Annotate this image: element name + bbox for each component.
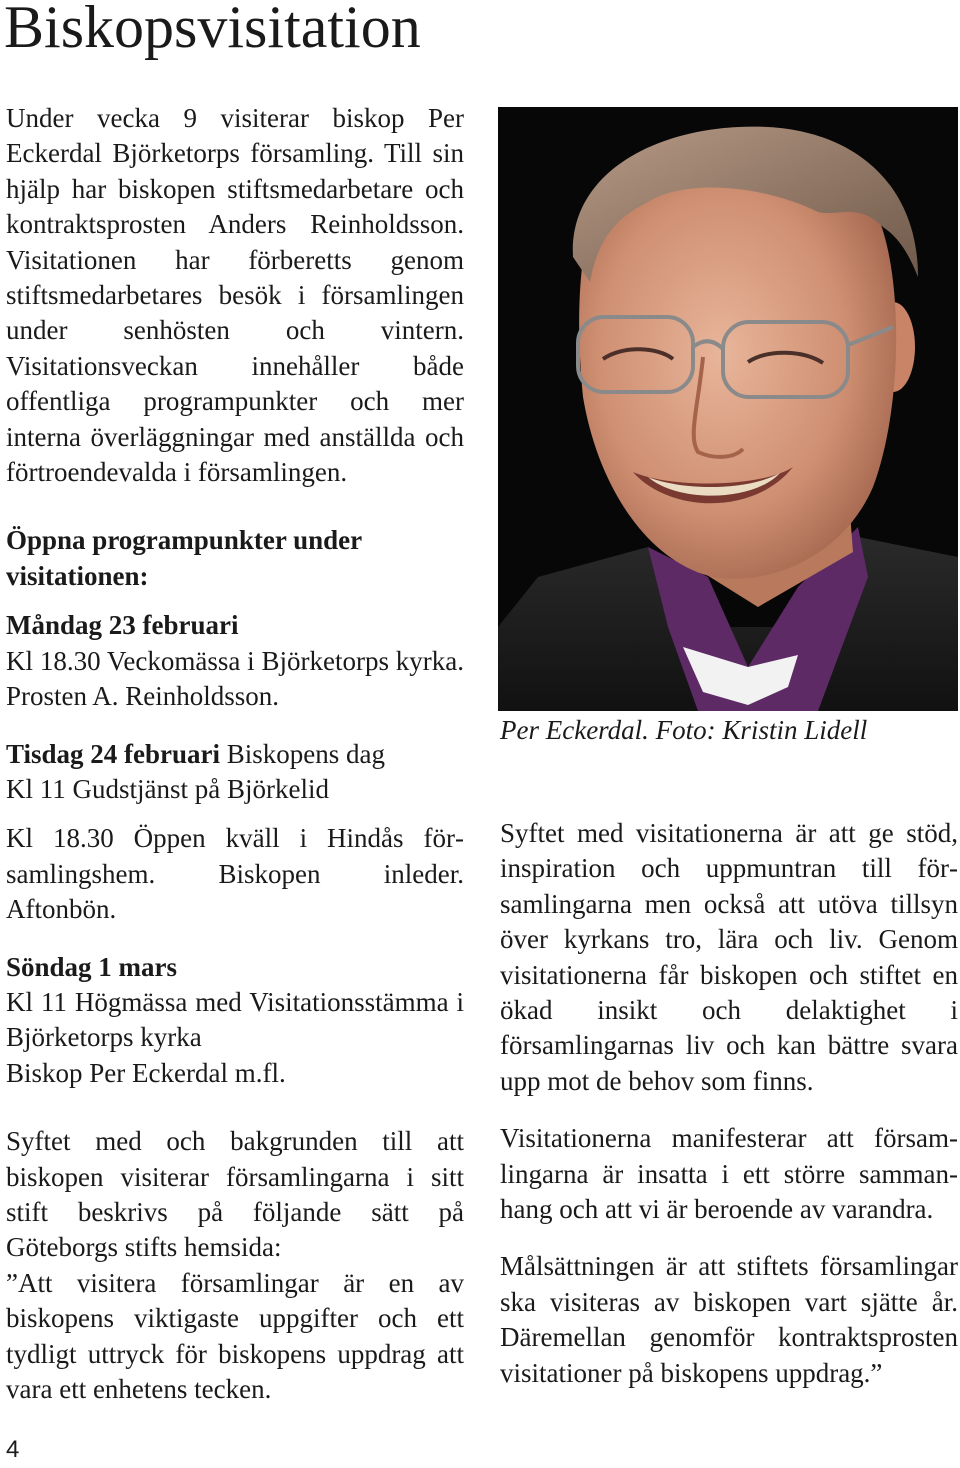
sunday-heading: Söndag 1 mars (6, 951, 178, 982)
right-paragraph-2: Visitationerna manifesterar att församlingarna är insatta i ett större sammanhang och att vi är beroende av varandra. (500, 1123, 958, 1225)
bishop-portrait-photo (498, 107, 958, 711)
left-column (6, 101, 464, 1407)
photo-caption: Per Eckerdal. Foto: Kristin Lidell (500, 715, 868, 745)
monday-text: Kl 18.30 Veckomässa i Björketorps kyrka. Prosten A. Reinholdsson. (6, 645, 464, 712)
intro-paragraph: Under vecka 9 visiterar biskop Per Eckerdal Björketorps församling. Till sin hjälp har biskopen stiftsmedarbetare och kontraktsprosten Anders Reinholdsson. Visitationen har förberetts genom stiftsmedarbetares besök i församlingen under senhösten och vintern. Visitationsveckan innehåller både offentliga programpunkter och mer interna överläggningar med anställda och förtroendevalda i församlingen. (6, 103, 464, 488)
purpose-paragraph: Syftet med och bakgrunden till att biskopen visiterar församlingarna i sitt stift beskrivs på följande sätt på Göteborgs stifts hemsida: (6, 1126, 464, 1263)
tuesday-line (6, 737, 464, 772)
right-paragraph-1: Syftet med visitationerna är att ge stöd, inspiration och uppmuntran till församlingarna men också att utöva tillsyn över kyrkans tro, lära och liv. Genom visitationerna får biskopen och stiftet en ökad insikt och delaktighet i församlingarnas liv och kan bättre svara upp mot de behov som finns. (500, 818, 958, 1096)
quote-paragraph: ”Att visitera församlingar är en av biskopens viktigaste uppgifter och ett tydligt uttryck för biskopens uppdrag att vara ett enhetens tecken. (6, 1267, 464, 1404)
monday-heading: Måndag 23 februari (6, 610, 239, 641)
sunday-text: Kl 11 Högmässa med Visitationsstämma i Björketorps kyrka (6, 986, 464, 1053)
article-title: Biskopsvisitation (4, 0, 421, 60)
portrait-illustration (498, 107, 958, 711)
program-heading: Öppna programpunkter under visitationen: (6, 525, 362, 591)
tuesday-evening: Kl 18.30 Öppen kväll i Hindås församlingshem. Biskopen inleder. Aftonbön. (6, 823, 464, 925)
tuesday-suffix: Biskopens dag (220, 738, 386, 769)
sunday-bishop: Biskop Per Eckerdal m.fl. (6, 1057, 286, 1088)
tuesday-service: Kl 11 Gudstjänst på Björkelid (6, 773, 329, 804)
right-column (500, 816, 958, 1391)
page-number: 4 (6, 1436, 20, 1463)
tuesday-heading: Tisdag 24 februari (6, 738, 221, 769)
right-paragraph-3: Målsättningen är att stiftets församlingar ska visiteras av biskopen vart sjätte år. Däremellan genomför kontraktsprosten visitationer på biskopens uppdrag.” (500, 1251, 958, 1388)
